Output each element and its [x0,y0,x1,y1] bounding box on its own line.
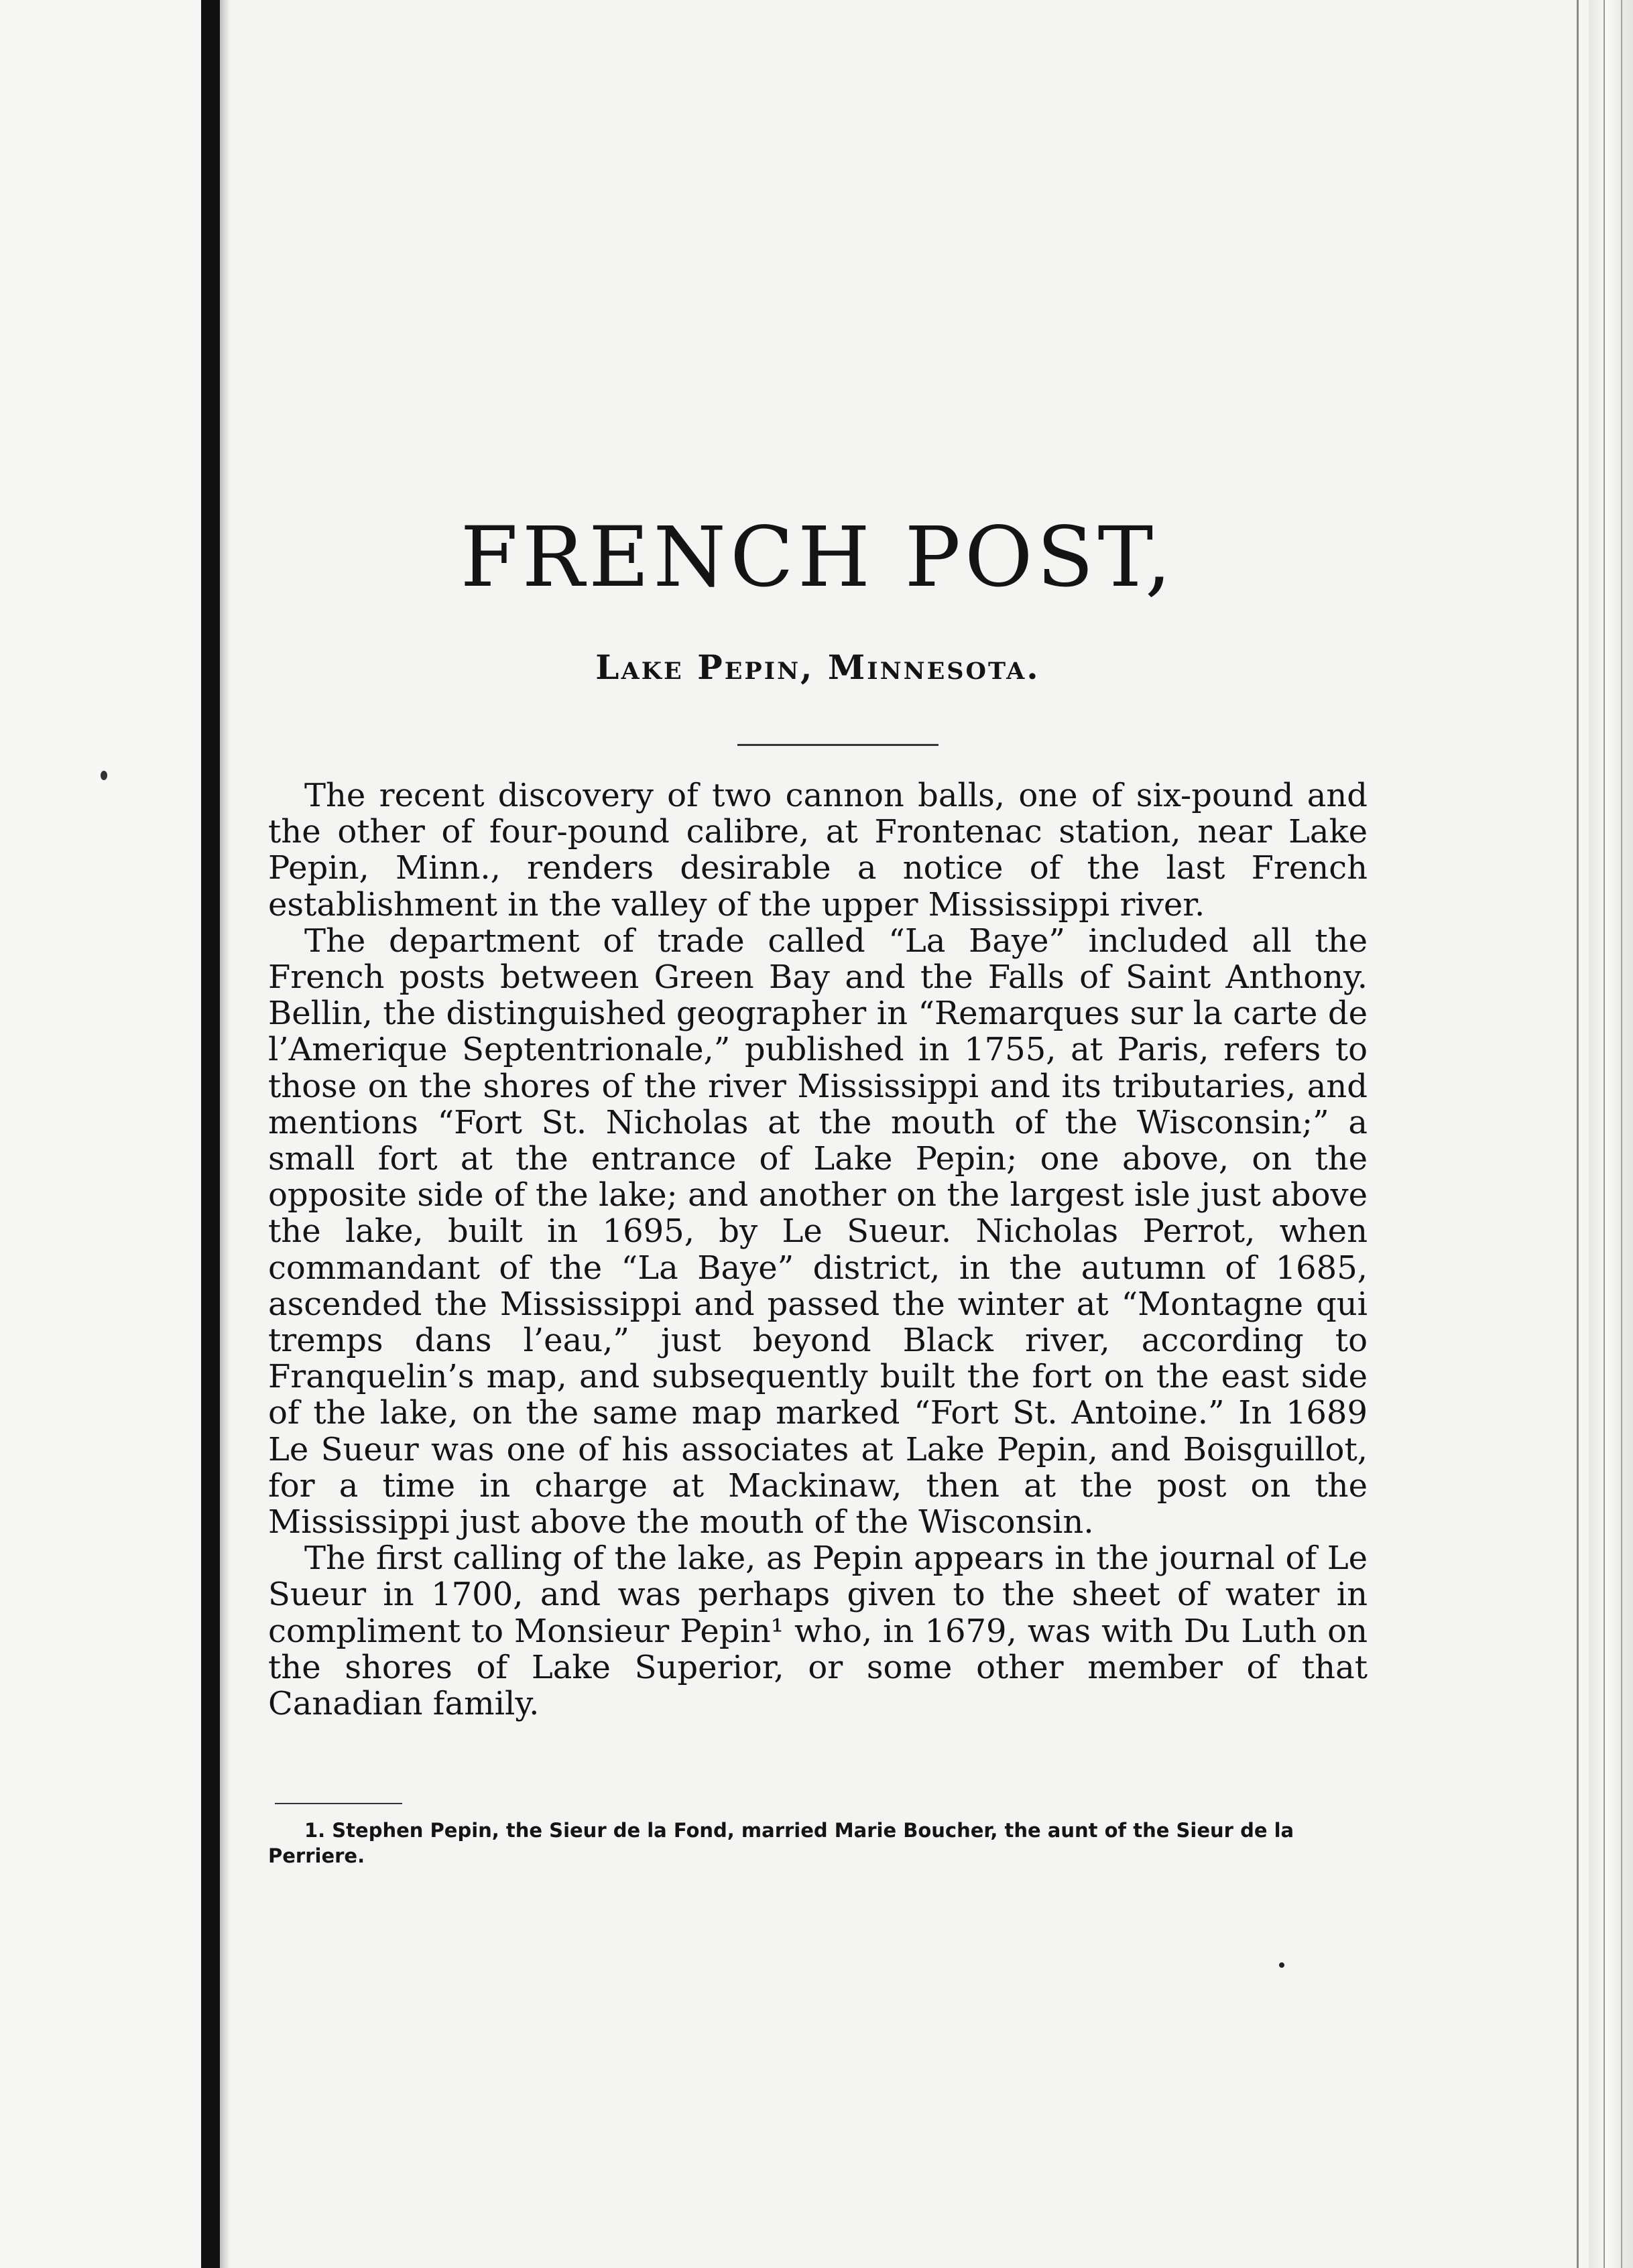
page-edge-inner [1604,0,1605,2268]
binding-gutter [201,0,220,2268]
article-body [268,777,1368,1722]
ink-speck [101,771,107,780]
facing-page [0,0,201,2268]
document-page [268,0,1368,2268]
title-divider [737,744,939,746]
page-edge-strip [1589,0,1633,2268]
page-edge-outer [1621,0,1622,2268]
paragraph-2: The department of trade called “La Baye” included all the French posts between Green Bay and the Falls of Saint Anthony. Bellin, the distinguished geographer in “Remarques sur la carte de l’Amerique Septentrionale,” published in 1755, at Paris, refers to those on the shores of the river Mississippi and its tributaries, and mentions “Fort St. Nicholas at the mouth of the Wisconsin;” a small fort at the entrance of Lake Pepin; one above, on the opposite side of the lake; and another on the largest isle just above the lake, built in 1695, by Le Sueur. Nicholas Perrot, when commandant of the “La Baye” district, in the autumn of 1685, ascended the Mississippi and passed the winter at “Montagne qui tremps dans l’eau,” just beyond Black river, according to Franquelin’s map, and subsequently built the fort on the east side of the lake, on the same map marked “Fort St. Antoine.” In 1689 Le Sueur was one of his associates at Lake Pepin, and Boisguillot, for a time in charge at Mackinaw, then at the post on the Mississippi just above the mouth of the Wisconsin. [268,922,1368,1541]
paragraph-1: The recent discovery of two cannon balls, one of six-pound and the other of four-pound calibre, at Frontenac station, near Lake Pepin, Minn., renders desirable a notice of the last French establishment in the valley of the upper Mississippi river. [268,777,1368,924]
paragraph-3: The first calling of the lake, as Pepin appears in the journal of Le Sueur in 1700, and was perhaps given to the sheet of water in compliment to Monsieur Pepin¹ who, in 1679, was with Du Luth on the shores of Lake Superior, or some other member of that Canadian family. [268,1539,1368,1723]
gutter-shadow [220,0,229,2268]
page-title: FRENCH POST, [460,509,1176,606]
footnote-divider [275,1803,402,1804]
page-subtitle: Lake Pepin, Minnesota. [595,647,1040,687]
footnote: 1. Stephen Pepin, the Sieur de la Fond, married Marie Boucher, the aunt of the Sieur de la Perriere. [268,1819,1294,1867]
page-edge [1577,0,1579,2268]
ink-speck [1279,1962,1284,1968]
